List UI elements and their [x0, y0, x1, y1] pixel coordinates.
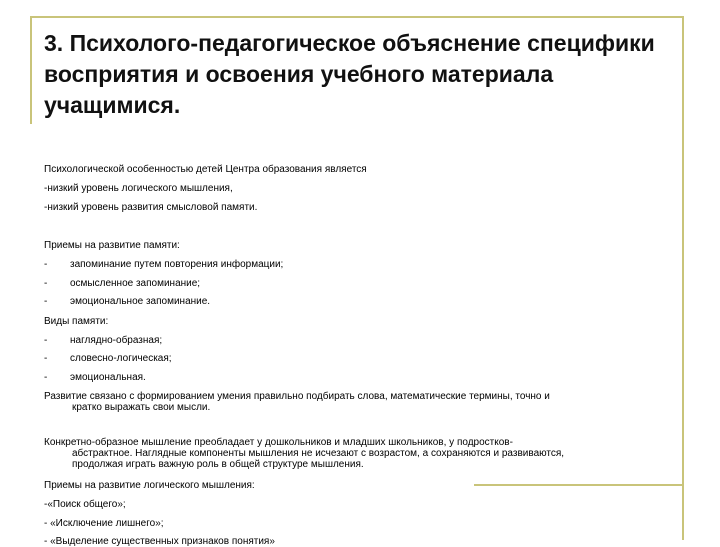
frame-bottom-border: [474, 484, 684, 486]
logic-method-item: -«Поиск общего»;: [44, 499, 126, 510]
thinking-paragraph: [44, 437, 662, 470]
logic-method-item: - «Выделение существенных признаков понятия»: [44, 536, 275, 547]
bullet-marker: -: [44, 278, 48, 289]
intro-line-2: -низкий уровень логического мышления,: [44, 183, 233, 194]
logic-method-item: - «Исключение лишнего»;: [44, 518, 164, 529]
memory-method-item: эмоциональное запоминание.: [70, 296, 211, 307]
bullet-marker: -: [44, 335, 48, 346]
memory-types-heading: Виды памяти:: [44, 316, 109, 327]
development-line-1: Развитие связано с формированием умения правильно подбирать слова, математические термины, точно и: [44, 391, 550, 402]
frame-top-border: [30, 16, 682, 18]
memory-method-item: запоминание путем повторения информации;: [70, 259, 284, 270]
development-line-2: кратко выражать свои мысли.: [72, 402, 211, 413]
bullet-marker: -: [44, 296, 48, 307]
bullet-marker: -: [44, 353, 48, 364]
thinking-line-1: Конкретно-образное мышление преобладает у дошкольников и младших школьников, у подростков-: [44, 437, 513, 448]
frame-left-border: [30, 16, 32, 124]
frame-right-border: [682, 16, 684, 540]
development-paragraph: [44, 391, 662, 413]
memory-methods-heading: Приемы на развитие памяти:: [44, 240, 180, 251]
thinking-line-3: продолжая играть важную роль в общей структуре мышления.: [72, 459, 364, 470]
memory-method-item: осмысленное запоминание;: [70, 278, 201, 289]
intro-line-1: Психологической особенностью детей Центра образования является: [44, 164, 367, 175]
slide-title: 3. Психолого-педагогическое объяснение специфики восприятия и освоения учебного материала учащимися.: [44, 30, 655, 118]
logic-methods-heading: Приемы на развитие логического мышления:: [44, 480, 255, 491]
bullet-marker: -: [44, 372, 48, 383]
memory-type-item: наглядно-образная;: [70, 335, 163, 346]
bullet-marker: -: [44, 259, 48, 270]
memory-type-item: словесно-логическая;: [70, 353, 172, 364]
thinking-line-2: абстрактное. Наглядные компоненты мышления не исчезают с возрастом, а сохраняются и развиваются,: [72, 448, 565, 459]
memory-type-item: эмоциональная.: [70, 372, 146, 383]
intro-line-3: -низкий уровень развития смысловой памяти.: [44, 202, 258, 213]
